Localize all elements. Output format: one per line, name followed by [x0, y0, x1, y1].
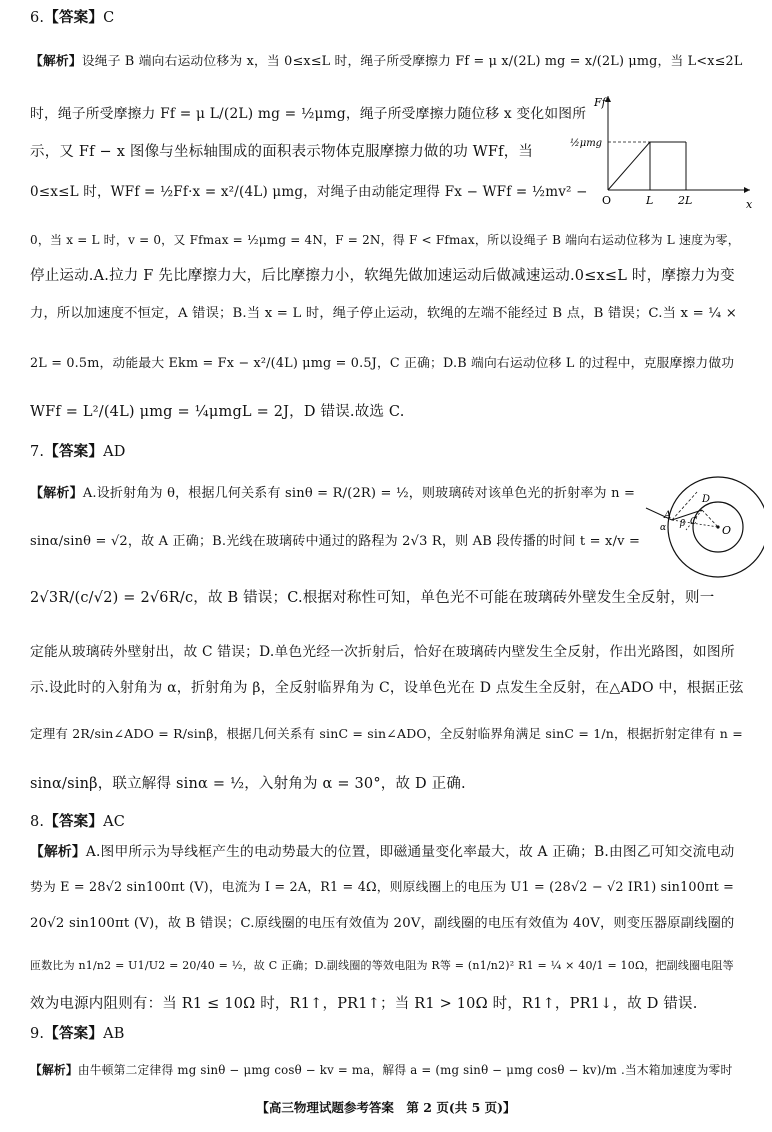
q6-line-9: WFf = L²/(4L) μmg = ¼μmgL = 2J，D 错误.故选 C. — [30, 404, 405, 420]
analysis-label: 【解析】 — [30, 54, 82, 69]
q7-line-3: 2√3R/(c/√2) = 2√6R/c，故 B 错误；C.根据对称性可知，单色光不可能在玻璃砖外壁发生全反射，则一 — [30, 590, 715, 606]
q8-answer-line: 8.【答案】AC — [30, 813, 126, 830]
graph-y-axis-label: Ff — [594, 96, 606, 109]
q6-number: 6. — [30, 10, 45, 26]
q7-answer-line: 7.【答案】AD — [30, 443, 126, 460]
q8-number: 8. — [30, 814, 45, 830]
glass-brick-light-path-figure — [642, 472, 764, 584]
q7-line-5: 示.设此时的入射角为 α，折射角为 β，全反射临界角为 C，设单色光在 D 点发生全反射，在△ADO 中，根据正弦 — [30, 680, 744, 696]
q7-answer: AD — [103, 444, 126, 460]
q8-answer: AC — [103, 814, 126, 830]
q9-answer: AB — [103, 1026, 125, 1042]
angle-C: C — [690, 517, 697, 527]
q6-line-1: 【解析】设绳子 B 端向右运动位移为 x，当 0≤x≤L 时，绳子所受摩擦力 Ff = μ x/(2L) mg = x/(2L) μmg，当 L<x≤2L — [30, 54, 743, 69]
q7-line-1: 【解析】A.设折射角为 θ，根据几何关系有 sinθ = R/(2R) = ½，则玻璃砖对该单色光的折射率为 n = — [30, 486, 636, 501]
friction-displacement-graph — [568, 90, 758, 215]
q8-line-4: 匝数比为 n1/n2 = U1/U2 = 20/40 = ½，故 C 正确；D.副线圈的等效电阻为 R等 = (n1/n2)² R1 = ¼ × 40/1 = 10Ω，把副线圈电阻等 — [30, 959, 734, 972]
q7-line-4: 定能从玻璃砖外壁射出，故 C 错误；D.单色光经一次折射后，恰好在玻璃砖内壁发生全反射，作出光路图，如图所 — [30, 644, 735, 660]
q6-line-2: 时，绳子所受摩擦力 Ff = μ L/(2L) mg = ½μmg，绳子所受摩擦力随位移 x 变化如图所 — [30, 106, 587, 122]
q6-answer: C — [103, 10, 115, 26]
q6-line-8: 2L = 0.5m，动能最大 Ekm = Fx − x²/(4L) μmg = 0.5J，C 正确；D.B 端向右运动位移 L 的过程中，克服摩擦力做功 — [30, 356, 735, 371]
graph-tick-2L: 2L — [678, 194, 693, 207]
q8-line-5: 效为电源内阻则有：当 R1 ≤ 10Ω 时，R1↑，PR1↑；当 R1 > 10Ω 时，R1↑，PR1↓，故 D 错误. — [30, 996, 698, 1012]
q8-line-3: 20√2 sin100πt (V)，故 B 错误；C.原线圈的电压有效值为 20V，副线圈的电压有效值为 40V，则变压器原副线圈的 — [30, 916, 735, 931]
q7-line-7: sinα/sinβ，联立解得 sinα = ½，入射角为 α = 30°，故 D 正确. — [30, 776, 466, 792]
page-footer: 【高三物理试题参考答案 第 2 页(共 5 页)】 — [256, 1100, 516, 1115]
graph-tick-L: L — [646, 194, 654, 207]
point-A: A — [664, 510, 672, 521]
q7-number: 7. — [30, 444, 45, 460]
q6-line-3: 示，又 Ff − x 图像与坐标轴围成的面积表示物体克服摩擦力做的功 WFf，当 — [30, 144, 534, 160]
center-O: O — [722, 524, 732, 537]
point-D: D — [702, 494, 711, 505]
q8-line-1: 【解析】A.图甲所示为导线框产生的电动势最大的位置，即磁通量变化率最大，故 A 正确；B.由图乙可知交流电动 — [30, 844, 735, 860]
q7-line-6: 定理有 2R/sin∠ADO = R/sinβ，根据几何关系有 sinC = sin∠ADO，全反射临界角满足 sinC = 1/n，根据折射定律有 n = — [30, 726, 743, 741]
graph-x-axis-label: x — [746, 198, 753, 211]
q9-line-1: 【解析】由牛顿第二定律得 mg sinθ − μmg cosθ − kv = ma，解得 a = (mg sinθ − μmg cosθ − kv)/m .当木箱加速度为零时 — [30, 1063, 733, 1077]
q6-line-5: 0，当 x = L 时，v = 0，又 Ffmax = ½μmg = 4N，F = 2N，得 F < Ffmax，所以设绳子 B 端向右运动位移为 L 速度为零， — [30, 233, 740, 247]
q9-number: 9. — [30, 1026, 45, 1042]
q6-line-4: 0≤x≤L 时，WFf = ½Ff·x = x²/(4L) μmg，对绳子由动能定理得 Fx − WFf = ½mv² − — [30, 184, 588, 200]
q9-answer-line: 9.【答案】AB — [30, 1025, 125, 1042]
answer-label: 【答案】 — [44, 9, 104, 26]
q6-answer-line — [30, 8, 746, 28]
angle-beta: β — [680, 519, 686, 529]
q7-line-2: sinα/sinθ = √2，故 A 正确；B.光线在玻璃砖中通过的路程为 2√3 R，则 AB 段传播的时间 t = x/v = — [30, 534, 641, 549]
graph-origin: O — [602, 194, 612, 207]
angle-alpha: α — [660, 523, 667, 533]
q6-line-6: 停止运动.A.拉力 F 先比摩擦力大，后比摩擦力小，软绳先做加速运动后做减速运动.0≤x≤L 时，摩擦力为变 — [30, 268, 735, 284]
q6-line-7: 力，所以加速度不恒定，A 错误；B.当 x = L 时，绳子停止运动，软绳的左端不能经过 B 点，B 错误；C.当 x = ¼ × — [30, 306, 738, 321]
q8-line-2: 势为 E = 28√2 sin100πt (V)，电流为 I = 2A，R1 = 4Ω，则原线圈上的电压为 U1 = (28√2 − √2 IR1) sin100πt = — [30, 880, 735, 895]
graph-y-mark: ½μmg — [570, 138, 603, 149]
